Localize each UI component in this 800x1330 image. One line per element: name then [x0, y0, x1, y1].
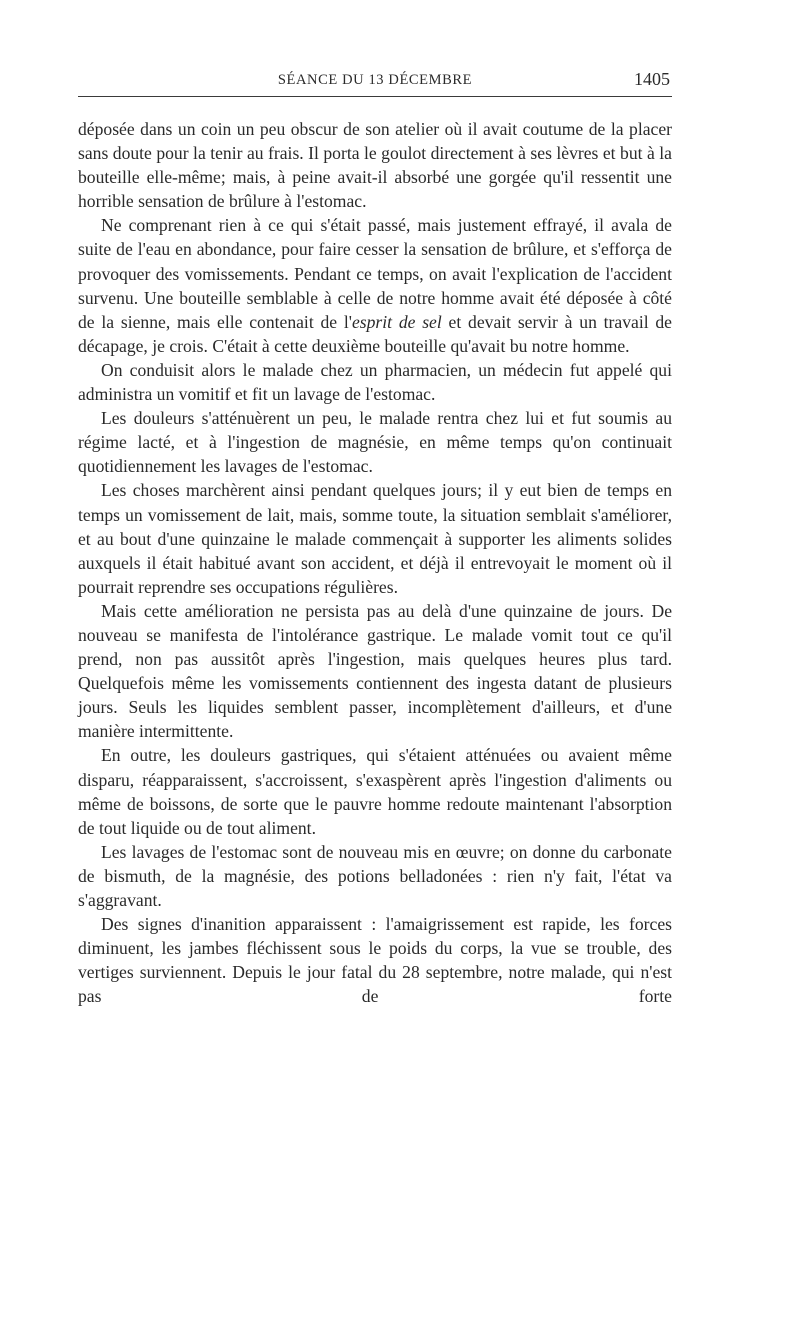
paragraph — [78, 912, 672, 1008]
paragraph — [78, 358, 672, 406]
paragraph — [78, 213, 672, 358]
paragraph-text: On conduisit alors le malade chez un pharmacien, un médecin fut appelé qui administra un vomitif et fit un lavage de l'estomac. — [78, 359, 672, 405]
page-number: 1405 — [634, 69, 670, 89]
paragraph-text: Les lavages de l'estomac sont de nouveau mis en œuvre; on donne du carbonate de bismuth, de la magnésie, des potions belladonées : rien n'y fait, l'état va s'aggravant. — [78, 841, 672, 910]
paragraph-text: Mais cette amélioration ne persista pas au delà d'une quinzaine de jours. De nouveau se manifesta de l'intolérance gastrique. Le malade vomit tout ce qu'il prend, non pas aussitôt après l'ingestion, mais quelques heures plus tard. Quelquefois même les vomissements contiennent des ingesta datant de plusieurs jours. Seuls les liquides semblent passer, incomplètement d'ailleurs, et d'une manière intermittente. — [78, 600, 672, 742]
paragraph — [78, 406, 672, 478]
paragraph-text: Des signes d'inanition apparaissent : l'amaigrissement est rapide, les forces diminuent, les jambes fléchissent sous le poids du corps, la vue se trouble, des vertiges surviennent. Depuis le jour fatal du 28 septembre, notre malade, qui n'est pas de forte — [78, 914, 672, 1007]
paragraph-text: Les choses marchèrent ainsi pendant quelques jours; il y eut bien de temps en temps un vomissement de lait, mais, somme toute, la situation semblait s'améliorer, et au bout d'une quinzaine le malade commençait à supporter les aliments solides auxquels il était habitué avant son accident, et déjà il entrevoyait le moment où il pourrait reprendre ses occupations régulières. — [78, 480, 672, 597]
italic-term: esprit de sel — [351, 311, 442, 332]
paragraph-text: déposée dans un coin un peu obscur de son atelier où il avait coutume de la placer sans doute pour la tenir au frais. Il porta le goulot directement à ses lèvres et but à la bouteille elle-même; mais, à peine avait-il absorbé une gorgée qu'il ressentit une horrible sensation de brûlure à l'estomac. — [78, 119, 672, 212]
paragraph — [78, 743, 672, 839]
paragraph-text: Les douleurs s'atténuèrent un peu, le malade rentra chez lui et fut soumis au régime lacté, et à l'ingestion de magnésie, en même temps qu'on continuait quotidiennement les lavages de l'estomac. — [78, 408, 672, 477]
body-text — [78, 117, 672, 1008]
paragraph-text: En outre, les douleurs gastriques, qui s'étaient atténuées ou avaient même disparu, réapparaissent, s'accroissent, s'exaspèrent après l'ingestion d'aliments ou même de boissons, de sorte que le pauvre homme redoute maintenant l'absorption de tout liquide ou de tout aliment. — [78, 745, 672, 838]
paragraph — [78, 599, 672, 744]
page-header — [78, 66, 672, 97]
running-title: SÉANCE DU 13 DÉCEMBRE — [277, 72, 473, 88]
paragraph — [78, 117, 672, 213]
book-page — [78, 66, 672, 1008]
paragraph — [78, 840, 672, 912]
paragraph-text: Ne comprenant rien à ce qui s'était passé, mais justement effrayé, il avala de suite de l'eau en abondance, pour faire cesser la sensation de brûlure, et s'efforça de provoquer des vomissements. Pendant ce temps, on avait l'explication de l'accident survenu. Une bouteille semblable à celle de notre homme avait été déposée à côté de la sienne, mais elle contenait de l' — [78, 215, 672, 332]
paragraph-text: et devait servir à un travail de décapage, je crois. C'était à cette deuxième bouteille qu'avait bu notre homme. — [78, 311, 672, 356]
paragraph — [78, 478, 672, 598]
